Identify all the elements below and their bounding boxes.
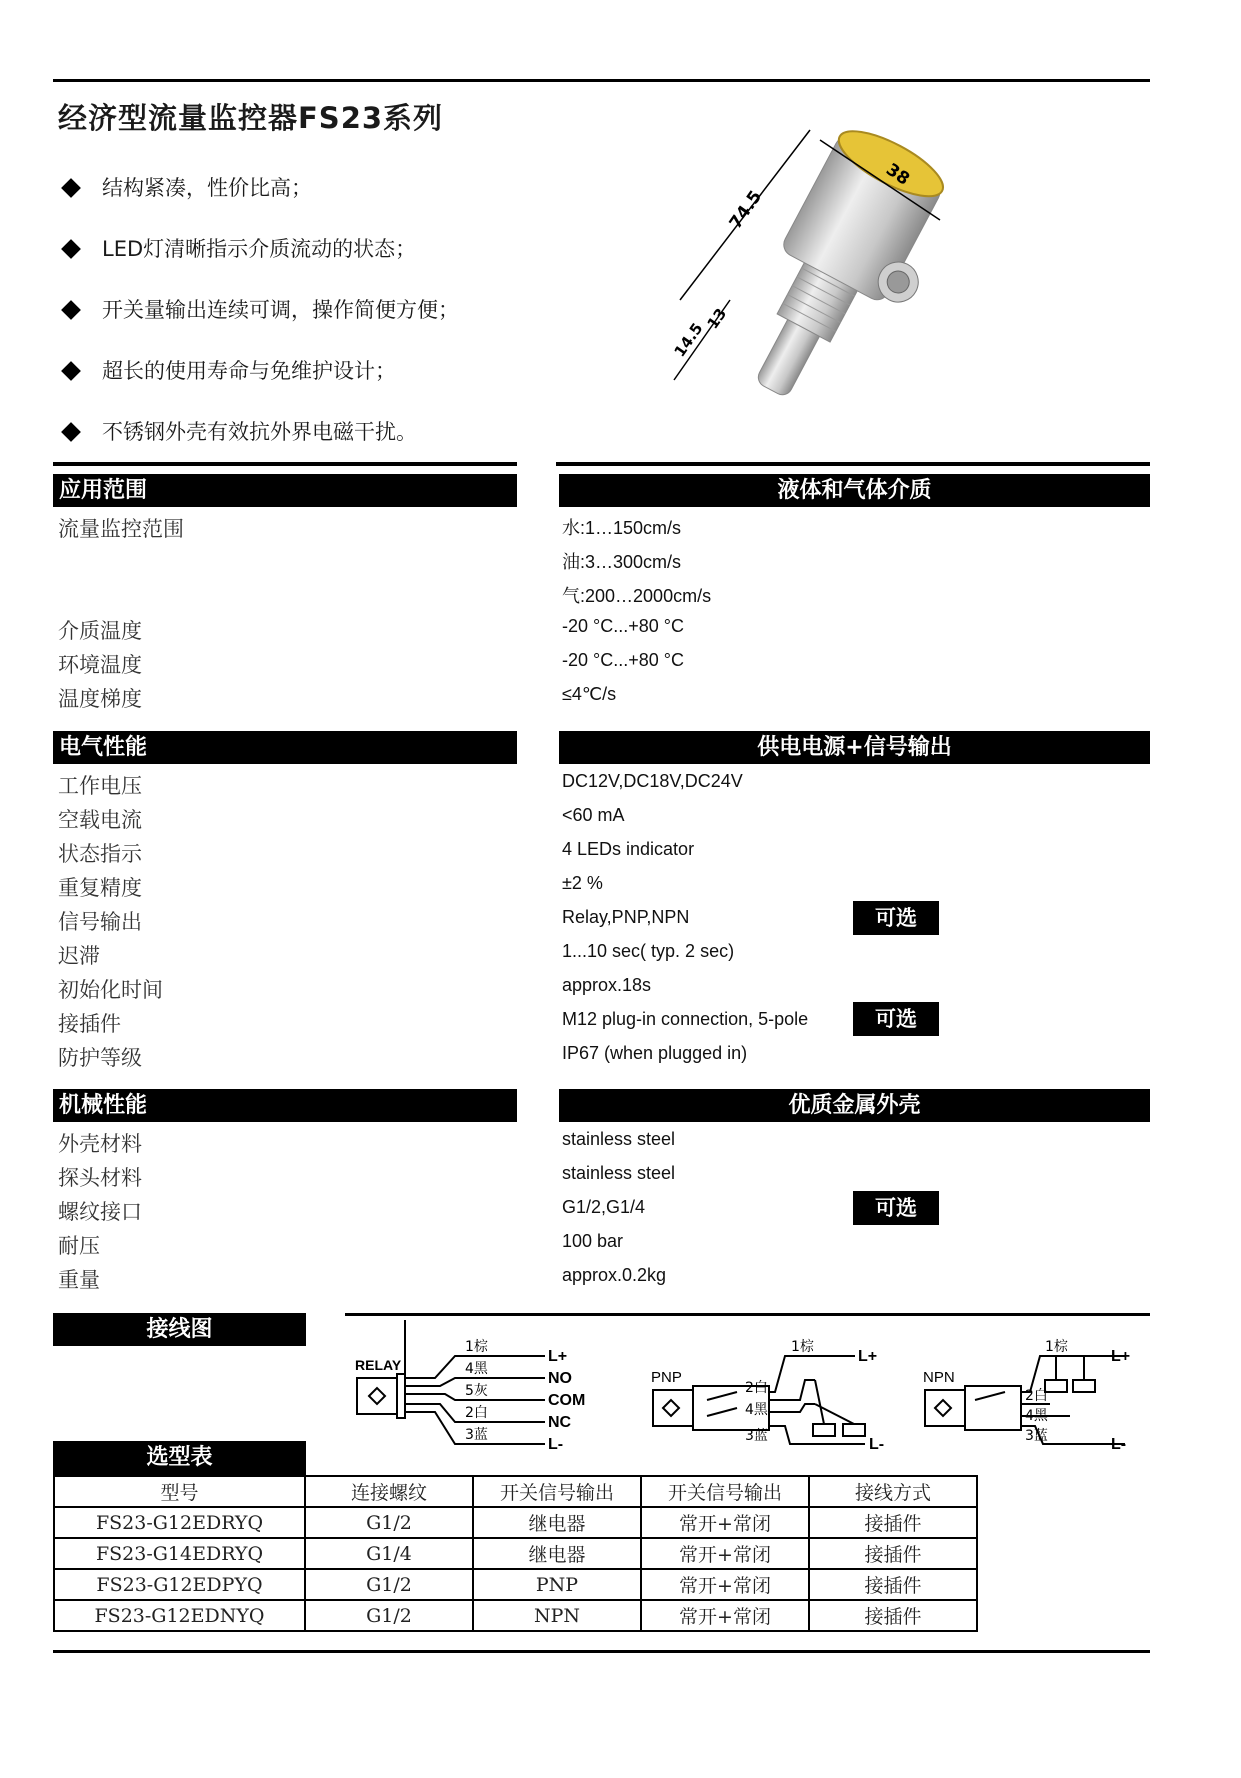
spec-value: -20 °C...+80 °C (562, 616, 684, 636)
section-header-application: 应用范围 (53, 474, 517, 507)
spec-label: 工作电压 (58, 774, 142, 798)
section-header-media: 液体和气体介质 (559, 474, 1150, 507)
option-badge: 可选 (853, 1191, 939, 1225)
section-header-selection: 选型表 (53, 1441, 306, 1475)
option-badge: 可选 (853, 1002, 939, 1036)
spec-label: 温度梯度 (58, 687, 142, 711)
spec-value: -20 °C...+80 °C (562, 650, 684, 670)
relay-name-label: RELAY (355, 1357, 402, 1373)
bottom-rule (53, 1650, 1150, 1653)
relay-terminal-label: NC (548, 1414, 572, 1431)
spec-value: ±2 % (562, 873, 603, 893)
table-cell: 常开+常闭 (641, 1600, 809, 1631)
spec-label: 空载电流 (58, 808, 142, 832)
feature-item: 不锈钢外壳有效抗外界电磁干扰。 (58, 416, 417, 446)
dim-stem-label: 13 (703, 304, 731, 333)
section-header-power: 供电电源+信号输出 (559, 731, 1150, 764)
feature-item: 结构紧凑，性价比高； (58, 172, 312, 202)
column-header: 开关信号输出 (473, 1476, 641, 1507)
table-cell: 继电器 (473, 1507, 641, 1538)
npn-wire-label: 2白 (1025, 1388, 1048, 1404)
npn-wire-label: 1棕 (1045, 1339, 1068, 1355)
table-cell: 常开+常闭 (641, 1507, 809, 1538)
table-row (54, 1507, 977, 1538)
table-cell: 接插件 (809, 1538, 977, 1569)
product-image (660, 120, 1080, 460)
table-cell: 接插件 (809, 1569, 977, 1600)
table-cell: FS23-G14EDRYQ (54, 1538, 305, 1569)
feature-item: LED灯清晰指示介质流动的状态； (58, 233, 416, 263)
section-header-mechanical: 机械性能 (53, 1089, 517, 1122)
diamond-bullet-icon (61, 178, 81, 198)
pnp-wire-label: 4黑 (745, 1402, 768, 1418)
spec-label: 重复精度 (58, 876, 142, 900)
selection-table (53, 1475, 978, 1632)
spec-value: stainless steel (562, 1163, 676, 1183)
spec-value: stainless steel (562, 1129, 676, 1149)
spec-label: 探头材料 (58, 1166, 142, 1190)
pnp-terminal-label: L+ (858, 1348, 878, 1365)
table-cell: 接插件 (809, 1507, 977, 1538)
spec-label: 防护等级 (58, 1046, 142, 1070)
pnp-wire-label: 3蓝 (745, 1428, 768, 1444)
npn-terminal-label: L- (1111, 1436, 1127, 1453)
spec-label: 状态指示 (58, 842, 142, 866)
section-rule (556, 462, 1150, 466)
relay-terminal-label: COM (548, 1392, 586, 1409)
spec-label: 耐压 (58, 1234, 100, 1258)
spec-label: 外壳材料 (58, 1132, 142, 1156)
spec-label: 信号输出 (58, 910, 142, 934)
spec-value: 4 LEDs indicator (562, 839, 695, 859)
spec-label: 介质温度 (58, 619, 142, 643)
relay-wire-label: 2白 (465, 1405, 488, 1421)
pnp-wire-label: 2白 (745, 1380, 768, 1396)
wiring-rule (345, 1313, 1150, 1316)
column-header: 接线方式 (809, 1476, 977, 1507)
npn-wire-label: 4黑 (1025, 1408, 1048, 1424)
relay-terminal-label: L- (548, 1436, 564, 1453)
spec-value: IP67 (when plugged in) (562, 1043, 748, 1063)
section-header-wiring: 接线图 (53, 1313, 306, 1346)
column-header: 连接螺纹 (305, 1476, 473, 1507)
dim-height-label: 74.5 (725, 187, 767, 233)
table-cell: FS23-G12EDRYQ (54, 1507, 305, 1538)
dim-thread-label: 14.5 (670, 319, 707, 361)
diamond-bullet-icon (61, 361, 81, 381)
spec-value: 100 bar (562, 1231, 624, 1251)
top-rule (53, 79, 1150, 82)
section-header-housing: 优质金属外壳 (559, 1089, 1150, 1122)
table-cell: 常开+常闭 (641, 1569, 809, 1600)
spec-value: ≤4℃/s (562, 684, 617, 704)
npn-name-label: NPN (923, 1369, 955, 1386)
column-header: 开关信号输出 (641, 1476, 809, 1507)
spec-value: 油:3…300cm/s (562, 552, 682, 572)
page-title: 经济型流量监控器FS23系列 (58, 101, 444, 135)
npn-terminal-label: L+ (1111, 1348, 1131, 1365)
relay-wire-label: 4黑 (465, 1361, 488, 1377)
table-row (54, 1538, 977, 1569)
table-cell: FS23-G12EDPYQ (54, 1569, 305, 1600)
table-cell: 接插件 (809, 1600, 977, 1631)
spec-label: 螺纹接口 (58, 1200, 142, 1224)
table-cell: G1/2 (305, 1507, 473, 1538)
spec-value: DC12V,DC18V,DC24V (562, 771, 743, 791)
section-rule (53, 462, 517, 466)
spec-value: G1/2,G1/4 (562, 1197, 646, 1217)
dim-width-label: 38 (882, 159, 913, 190)
spec-label: 环境温度 (58, 653, 142, 677)
spec-value: <60 mA (562, 805, 625, 825)
table-cell: 常开+常闭 (641, 1538, 809, 1569)
pnp-terminal-label: L- (869, 1436, 885, 1453)
pnp-name-label: PNP (651, 1369, 682, 1386)
relay-terminal-label: L+ (548, 1348, 568, 1365)
option-badge: 可选 (853, 901, 939, 935)
spec-value: M12 plug-in connection, 5-pole (562, 1009, 809, 1029)
table-header-row (54, 1476, 977, 1507)
spec-label: 重量 (58, 1268, 100, 1292)
diamond-bullet-icon (61, 300, 81, 320)
column-header: 型号 (54, 1476, 305, 1507)
section-header-electrical: 电气性能 (53, 731, 517, 764)
spec-label: 流量监控范围 (58, 517, 184, 541)
pnp-wire-label: 1棕 (791, 1339, 814, 1355)
table-row (54, 1569, 977, 1600)
relay-wire-label: 5灰 (465, 1383, 488, 1399)
spec-label: 迟滞 (58, 944, 100, 968)
diamond-bullet-icon (61, 239, 81, 259)
spec-value: approx.18s (562, 975, 652, 995)
table-cell: 继电器 (473, 1538, 641, 1569)
relay-terminal-label: NO (548, 1370, 572, 1387)
spec-value: approx.0.2kg (562, 1265, 667, 1285)
npn-wire-label: 3蓝 (1025, 1428, 1048, 1444)
spec-value: 1...10 sec( typ. 2 sec) (562, 941, 735, 961)
spec-label: 接插件 (58, 1012, 121, 1036)
table-cell: G1/2 (305, 1600, 473, 1631)
relay-wire-label: 1棕 (465, 1339, 488, 1355)
table-cell: PNP (473, 1569, 641, 1600)
spec-value: 水:1…150cm/s (562, 518, 682, 538)
feature-item: 超长的使用寿命与免维护设计； (58, 355, 396, 385)
diamond-bullet-icon (61, 422, 81, 442)
spec-value: 气:200…2000cm/s (562, 586, 712, 606)
table-cell: NPN (473, 1600, 641, 1631)
table-row (54, 1600, 977, 1631)
table-cell: G1/4 (305, 1538, 473, 1569)
feature-item: 开关量输出连续可调，操作简便方便； (58, 294, 459, 324)
table-cell: G1/2 (305, 1569, 473, 1600)
spec-label: 初始化时间 (58, 978, 163, 1002)
spec-value: Relay,PNP,NPN (562, 907, 690, 927)
wiring-diagram (345, 1320, 1150, 1460)
table-cell: FS23-G12EDNYQ (54, 1600, 305, 1631)
relay-wire-label: 3蓝 (465, 1427, 488, 1443)
